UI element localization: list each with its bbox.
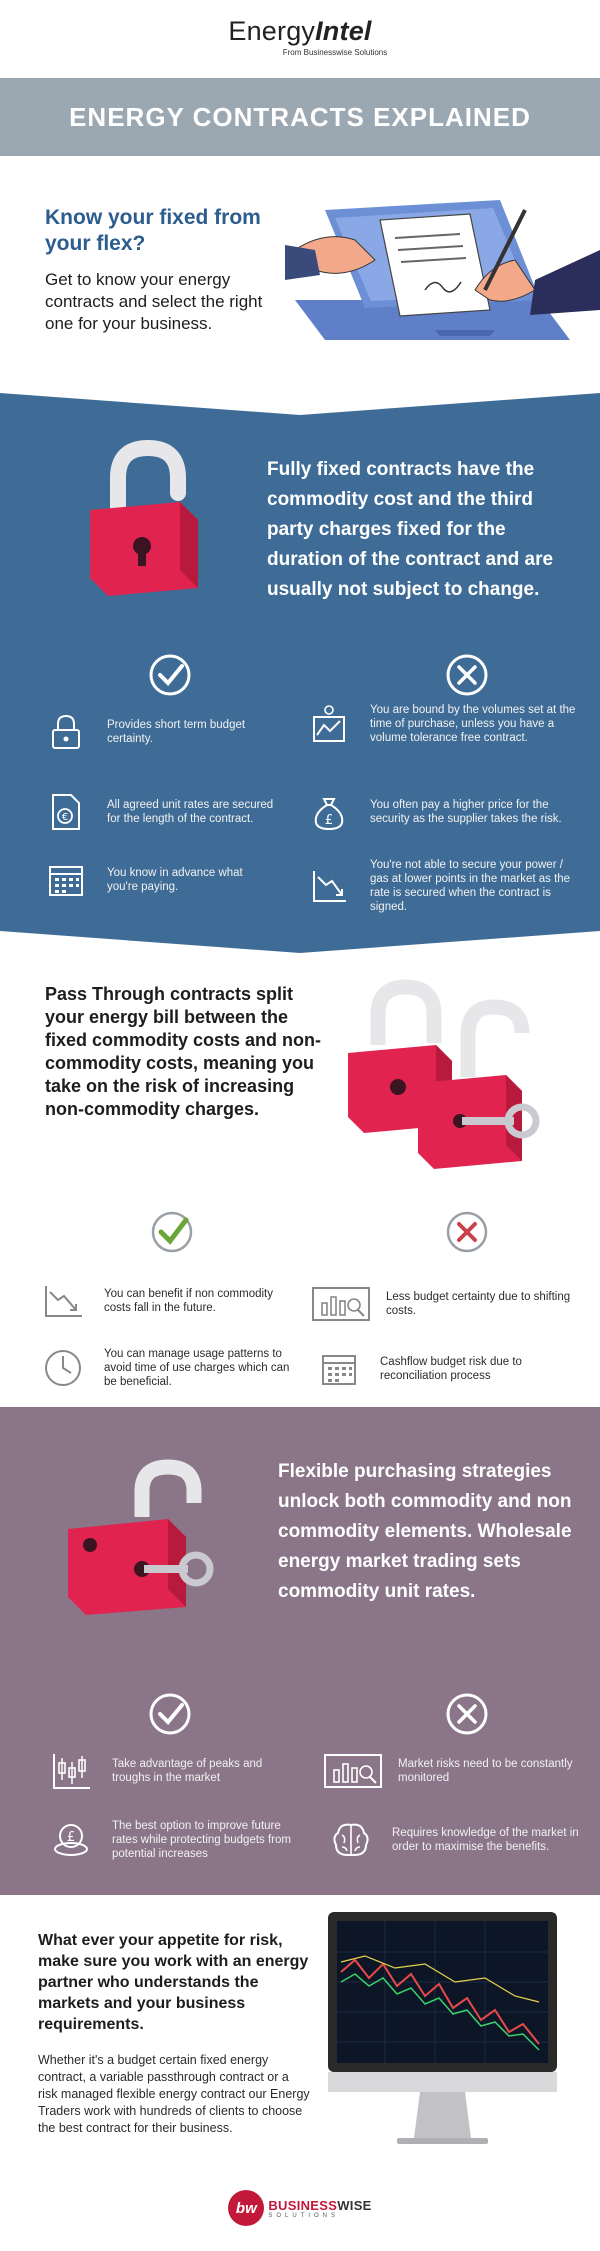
brand-badge: bw — [228, 2190, 264, 2226]
footer-body: Whether it's a budget certain fixed energy contract, a variable passthrough contract or a risk managed flexible energy contract our Energy Traders work with hundreds of clients to choose the best contract for their business. — [38, 2053, 310, 2135]
trading-monitor-illustration — [325, 1912, 560, 2157]
flex-con-item-1: Market risks need to be constantly monitored — [322, 1750, 582, 1792]
calendar-icon — [318, 1348, 360, 1390]
pros-check-icon — [148, 1692, 192, 1736]
brand-subtitle: SOLUTIONS — [268, 2212, 340, 2219]
money-bag-icon — [308, 791, 350, 833]
intro-section — [45, 205, 275, 335]
logo-bold: Intel — [315, 16, 372, 46]
pass-con-item-1: Less budget certainty due to shifting costs. — [310, 1283, 580, 1325]
falling-trend-icon — [42, 1280, 84, 1322]
padlock-with-key-icon — [60, 1457, 220, 1617]
flex-con-item-2: Requires knowledge of the market in order to maximise the benefits. — [330, 1819, 580, 1861]
page-title: ENERGY CONTRACTS EXPLAINED — [69, 101, 531, 132]
svg-text:€: € — [61, 812, 69, 823]
two-padlocks-illustration — [340, 975, 550, 1180]
cons-cross-icon-red — [445, 1210, 489, 1254]
cons-cross-icon — [445, 653, 489, 697]
fixed-con-item-2: £ You often pay a higher price for the security as the supplier takes the risk. — [308, 791, 578, 833]
pass-pro-item-2: You can manage usage patterns to avoid time of use charges which can be beneficial. — [42, 1347, 302, 1389]
candlestick-chart-icon — [50, 1750, 92, 1792]
flex-pro-item-1: Take advantage of peaks and troughs in the market — [50, 1750, 300, 1792]
pass-con-item-2: Cashflow budget risk due to reconciliation process — [318, 1348, 588, 1390]
pros-check-icon-green — [150, 1210, 194, 1254]
brand-name: BUSINESSWISE — [268, 2197, 372, 2213]
fixed-pro-item-2: € All agreed unit rates are secured for the length of the contract. — [45, 791, 275, 833]
fixed-con-item-1: You are bound by the volumes set at the time of purchase, unless you have a volume tolerance free contract. — [308, 703, 578, 745]
falling-trend-icon — [308, 865, 350, 907]
calendar-icon — [45, 859, 87, 901]
logo-regular: Energy — [228, 16, 316, 46]
flexible-purchasing-text: Flexible purchasing strategies unlock both commodity and non commodity elements. Wholesale energy market trading sets commodity unit rates. — [278, 1461, 572, 1602]
brain-icon — [330, 1819, 372, 1861]
padlock-outline-icon — [45, 711, 87, 753]
flexible-purchasing-section — [0, 1407, 600, 1895]
pound-coins-icon — [50, 1819, 92, 1861]
open-padlock-icon — [80, 438, 210, 598]
intro-heading: Know your fixed from your flex? — [45, 206, 261, 255]
fixed-pro-item-3: You know in advance what you're paying. — [45, 859, 275, 901]
svg-text:£: £ — [324, 813, 334, 828]
bar-chart-magnifier-icon — [310, 1283, 372, 1325]
svg-text:£: £ — [66, 1830, 76, 1845]
energy-intel-logo — [0, 16, 600, 57]
cons-cross-icon — [445, 1692, 489, 1736]
intro-body: Get to know your energy contracts and select the right one for your business. — [45, 270, 263, 333]
pass-through-text: Pass Through contracts split your energy bill between the fixed commodity costs and non-commodity costs, meaning you take on the risk of increasing non-commodity charges. — [45, 984, 322, 1119]
fixed-contracts-section — [0, 393, 600, 953]
euro-document-icon — [45, 791, 87, 833]
businesswise-logo — [0, 2190, 600, 2226]
fixed-contracts-text: Fully fixed contracts have the commodity cost and the third party charges fixed for the duration of the contract and are usually not subject to change. — [267, 459, 554, 600]
logo-subtitle: From Businesswise Solutions — [282, 48, 388, 57]
pass-pro-item-1: You can benefit if non commodity costs fall in the future. — [42, 1280, 302, 1322]
bar-chart-magnifier-icon — [322, 1750, 384, 1792]
fixed-con-item-3: You're not able to secure your power / gas at lower points in the market as the rate is secured when the contract is signed. — [308, 858, 578, 914]
pros-check-icon — [148, 653, 192, 697]
fixed-pro-item-1: Provides short term budget certainty. — [45, 711, 275, 753]
clock-icon — [42, 1347, 84, 1389]
flex-pro-item-2: £ The best option to improve future rates while protecting budgets from potential increases — [50, 1819, 300, 1861]
footer-heading: What ever your appetite for risk, make sure you work with an energy partner who understands the markets and your business requirements. — [38, 1932, 309, 2033]
laptop-signing-illustration — [285, 190, 600, 345]
title-banner — [0, 78, 600, 156]
chart-document-icon — [308, 703, 350, 745]
